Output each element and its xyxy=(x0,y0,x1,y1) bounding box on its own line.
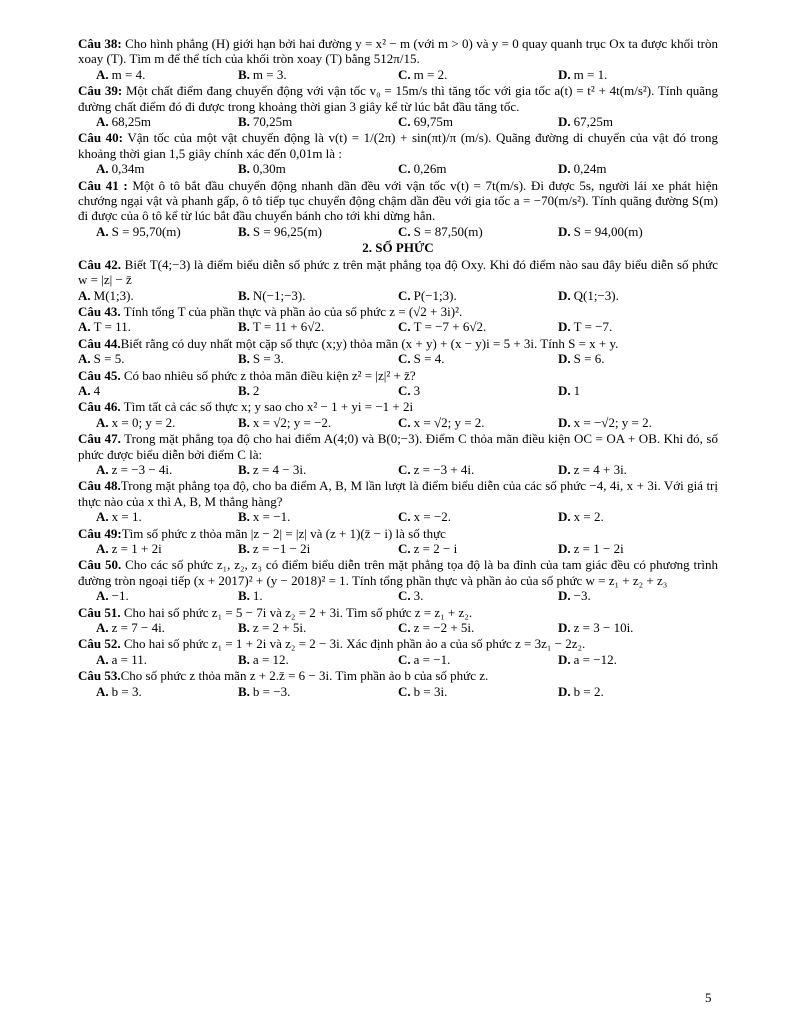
answer-options xyxy=(78,462,718,477)
answer-option: B. S = 96,25(m) xyxy=(238,223,323,239)
answer-option: B. z = −1 − 2i xyxy=(238,541,311,556)
answer-option: A. S = 95,70(m) xyxy=(96,223,181,239)
question-block xyxy=(78,431,718,477)
answer-option: D. z = 3 − 10i. xyxy=(558,620,634,636)
answer-option: D. x = −√2; y = 2. xyxy=(558,414,652,430)
question-stem: Câu 51. Cho hai số phức z₁ = 5 − 7i và z₂ = 2 + 3i. Tìm số phức z = z₁ + z₂. xyxy=(78,604,473,620)
question-stem: Câu 39: Một chất điểm đang chuyển động với vận tốc v₀ = 15m/s thì tăng tốc với gia tốc a(t) = t² + 4t(m/s²). Tính quãng đường chất điểm đó đi được trong khoảng thời gian 3 giây kể từ lúc bắt đầu tăng tốc. xyxy=(78,83,718,114)
answer-option: D. z = 4 + 3i. xyxy=(558,461,627,477)
question-stem: Câu 49:Tìm số phức z thỏa mãn |z − 2| = |z| và (z + 1)(z̄ − i) là số thực xyxy=(78,525,446,541)
answer-option: A. 0,34m xyxy=(96,161,145,177)
answer-option: C. 0,26m xyxy=(398,161,447,177)
question-block xyxy=(78,636,718,667)
answer-options xyxy=(78,288,718,303)
answer-option: C. S = 87,50(m) xyxy=(398,223,483,239)
question-stem: Câu 47. Trong mặt phẳng tọa độ cho hai điểm A(4;0) và B(0;−3). Điểm C thỏa mãn điều kiện OC = OA + OB. Khi đó, số phức được biểu diễn bởi điểm C là: xyxy=(78,431,718,462)
question-block xyxy=(78,368,718,399)
answer-option: A. −1. xyxy=(96,588,129,604)
section-title: 2. SỐ PHỨC xyxy=(362,240,434,256)
question-block xyxy=(78,130,718,176)
answer-options xyxy=(78,383,718,398)
answer-options xyxy=(78,161,718,176)
question-block xyxy=(78,304,718,335)
answer-option: C. x = −2. xyxy=(398,509,452,525)
answer-option: D. 67,25m xyxy=(558,114,614,130)
answer-options xyxy=(78,620,718,635)
question-stem: Câu 46. Tìm tất cả các số thực x; y sao cho x² − 1 + yi = −1 + 2i xyxy=(78,399,414,415)
answer-option: B. z = 2 + 5i. xyxy=(238,620,307,636)
answer-option: D. −3. xyxy=(558,588,591,604)
answer-option: A. M(1;3). xyxy=(78,287,134,303)
answer-options xyxy=(78,652,718,667)
answer-option: A. 4 xyxy=(78,382,101,398)
answer-options xyxy=(78,541,718,556)
answer-option: D. Q(1;−3). xyxy=(558,287,619,303)
answer-option: C. 3 xyxy=(398,382,421,398)
answer-options xyxy=(78,114,718,129)
answer-option: C. z = −3 + 4i. xyxy=(398,461,475,477)
answer-option: B. 0,30m xyxy=(238,161,286,177)
answer-option: C. x = √2; y = 2. xyxy=(398,414,485,430)
answer-option: B. T = 11 + 6√2. xyxy=(238,319,325,335)
page-number: 5 xyxy=(705,990,712,1005)
answer-option: A. b = 3. xyxy=(96,683,142,699)
answer-option: D. a = −12. xyxy=(558,651,617,667)
answer-option: A. m = 4. xyxy=(96,66,146,82)
question-stem: Câu 52. Cho hai số phức z₁ = 1 + 2i và z₂ = 2 − 3i. Xác định phần ảo a của số phức z = 3z₁ − 2z₂. xyxy=(78,636,586,652)
answer-option: C. T = −7 + 6√2. xyxy=(398,319,487,335)
question-block xyxy=(78,178,718,240)
document-page xyxy=(78,36,718,700)
answer-option: C. S = 4. xyxy=(398,351,445,367)
answer-options xyxy=(78,509,718,524)
answer-option: A. a = 11. xyxy=(96,651,148,667)
answer-options xyxy=(78,224,718,239)
question-stem: Câu 38: Cho hình phẳng (H) giới hạn bởi hai đường y = x² − m (với m > 0) và y = 0 quay quanh trục Ox ta được khối tròn xoay (T). Tìm m để thể tích của khối tròn xoay (T) bằng 512π/15. xyxy=(78,36,718,67)
answer-option: B. b = −3. xyxy=(238,683,291,699)
answer-option: D. m = 1. xyxy=(558,66,608,82)
answer-options xyxy=(78,319,718,334)
answer-option: A. x = 0; y = 2. xyxy=(96,414,176,430)
answer-options xyxy=(78,684,718,699)
answer-option: C. z = 2 − i xyxy=(398,541,458,556)
question-stem: Câu 48.Trong mặt phẳng tọa độ, cho ba điểm A, B, M lần lượt là điểm biểu diễn của các số phức −4, 4i, x + 3i. Với giá trị thực nào của x thì A, B, M thẳng hàng? xyxy=(78,478,718,509)
question-stem: Câu 40: Vận tốc của một vật chuyển động là v(t) = 1/(2π) + sin(πt)/π (m/s). Quãng đường di chuyển của vật đó trong khoảng thời gian 1,5 giây chính xác đến 0,01m là : xyxy=(78,130,718,161)
answer-options xyxy=(78,351,718,366)
answer-option: B. 2 xyxy=(238,382,260,398)
question-stem: Câu 43. Tính tổng T của phần thực và phần ảo của số phức z = (√2 + 3i)². xyxy=(78,303,463,319)
answer-option: D. 0,24m xyxy=(558,161,607,177)
question-block xyxy=(78,336,718,367)
answer-options xyxy=(78,415,718,430)
question-block xyxy=(78,526,718,557)
answer-option: C. 3. xyxy=(398,588,424,604)
answer-option: B. S = 3. xyxy=(238,351,284,367)
question-stem: Câu 53.Cho số phức z thỏa mãn z + 2.z̄ = 6 − 3i. Tìm phần ảo b của số phức z. xyxy=(78,668,489,684)
question-block xyxy=(78,605,718,636)
question-block xyxy=(78,668,718,699)
question-stem: Câu 45. Có bao nhiêu số phức z thỏa mãn điều kiện z² = |z|² + z̄? xyxy=(78,367,416,383)
answer-option: C. P(−1;3). xyxy=(398,287,457,303)
question-block xyxy=(78,83,718,129)
answer-option: B. N(−1;−3). xyxy=(238,287,306,303)
answer-option: B. 70,25m xyxy=(238,114,293,130)
answer-option: D. x = 2. xyxy=(558,509,604,525)
answer-option: A. z = 1 + 2i xyxy=(96,541,162,556)
question-stem: Câu 42. Biết T(4;−3) là điểm biểu diễn số phức z trên mặt phẳng tọa độ Oxy. Khi đó điểm nào sau đây biểu diễn số phức w = |z| − z̄ xyxy=(78,256,718,288)
answer-option: D. T = −7. xyxy=(558,319,613,335)
answer-option: D. S = 94,00(m) xyxy=(558,223,643,239)
question-block xyxy=(78,478,718,524)
question-stem: Câu 50. Cho các số phức z₁, z₂, z₃ có điểm biểu diễn trên mặt phẳng tọa độ là ba đỉnh của tam giác đều có phương trình đường tròn ngoại tiếp (x + 2017)² + (y − 2018)² = 1. Tính tổng phần thực và phần ảo của số phức w = z₁ + z₂ + z₃ xyxy=(78,557,719,588)
answer-option: A. z = 7 − 4i. xyxy=(96,620,165,636)
question-block xyxy=(78,257,718,303)
answer-option: B. a = 12. xyxy=(238,651,289,667)
answer-option: A. T = 11. xyxy=(78,319,131,335)
answer-option: C. m = 2. xyxy=(398,66,448,82)
answer-option: C. a = −1. xyxy=(398,651,451,667)
question-block xyxy=(78,36,718,82)
question-stem: Câu 41 : Một ô tô bắt đầu chuyển động nhanh dần đều với vận tốc v(t) = 7t(m/s). Đi được 5s, người lái xe phát hiện chướng ngại vật và phanh gấp, ô tô tiếp tục chuyển động chậm dần đều với gia tốc a = −70(m/s²). Tính quãng đường S(m) đi được của ô tô kể từ lúc bắt đầu chuyển bánh cho tới khi dừng hẳn. xyxy=(78,177,718,224)
answer-option: C. b = 3i. xyxy=(398,683,448,699)
answer-option: B. x = −1. xyxy=(238,509,291,525)
answer-option: D. b = 2. xyxy=(558,683,604,699)
question-stem: Câu 44.Biết rằng có duy nhất một cặp số thực (x;y) thỏa mãn (x + y) + (x − y)i = 5 + 3i. Tính S = x + y. xyxy=(78,335,619,351)
question-block xyxy=(78,557,718,603)
answer-option: A. x = 1. xyxy=(96,509,142,525)
answer-option: B. z = 4 − 3i. xyxy=(238,461,307,477)
answer-option: C. 69,75m xyxy=(398,114,454,130)
question-block xyxy=(78,399,718,430)
answer-option: D. 1 xyxy=(558,382,581,398)
answer-option: D. S = 6. xyxy=(558,351,605,367)
answer-option: A. 68,25m xyxy=(96,114,152,130)
answer-option: D. z = 1 − 2i xyxy=(558,541,624,556)
answer-option: A. z = −3 − 4i. xyxy=(96,461,173,477)
answer-option: B. x = √2; y = −2. xyxy=(238,414,332,430)
answer-option: A. S = 5. xyxy=(78,351,125,367)
answer-option: B. 1. xyxy=(238,588,263,604)
answer-option: C. z = −2 + 5i. xyxy=(398,620,475,636)
answer-options xyxy=(78,588,718,603)
answer-options xyxy=(78,67,718,82)
answer-option: B. m = 3. xyxy=(238,66,287,82)
